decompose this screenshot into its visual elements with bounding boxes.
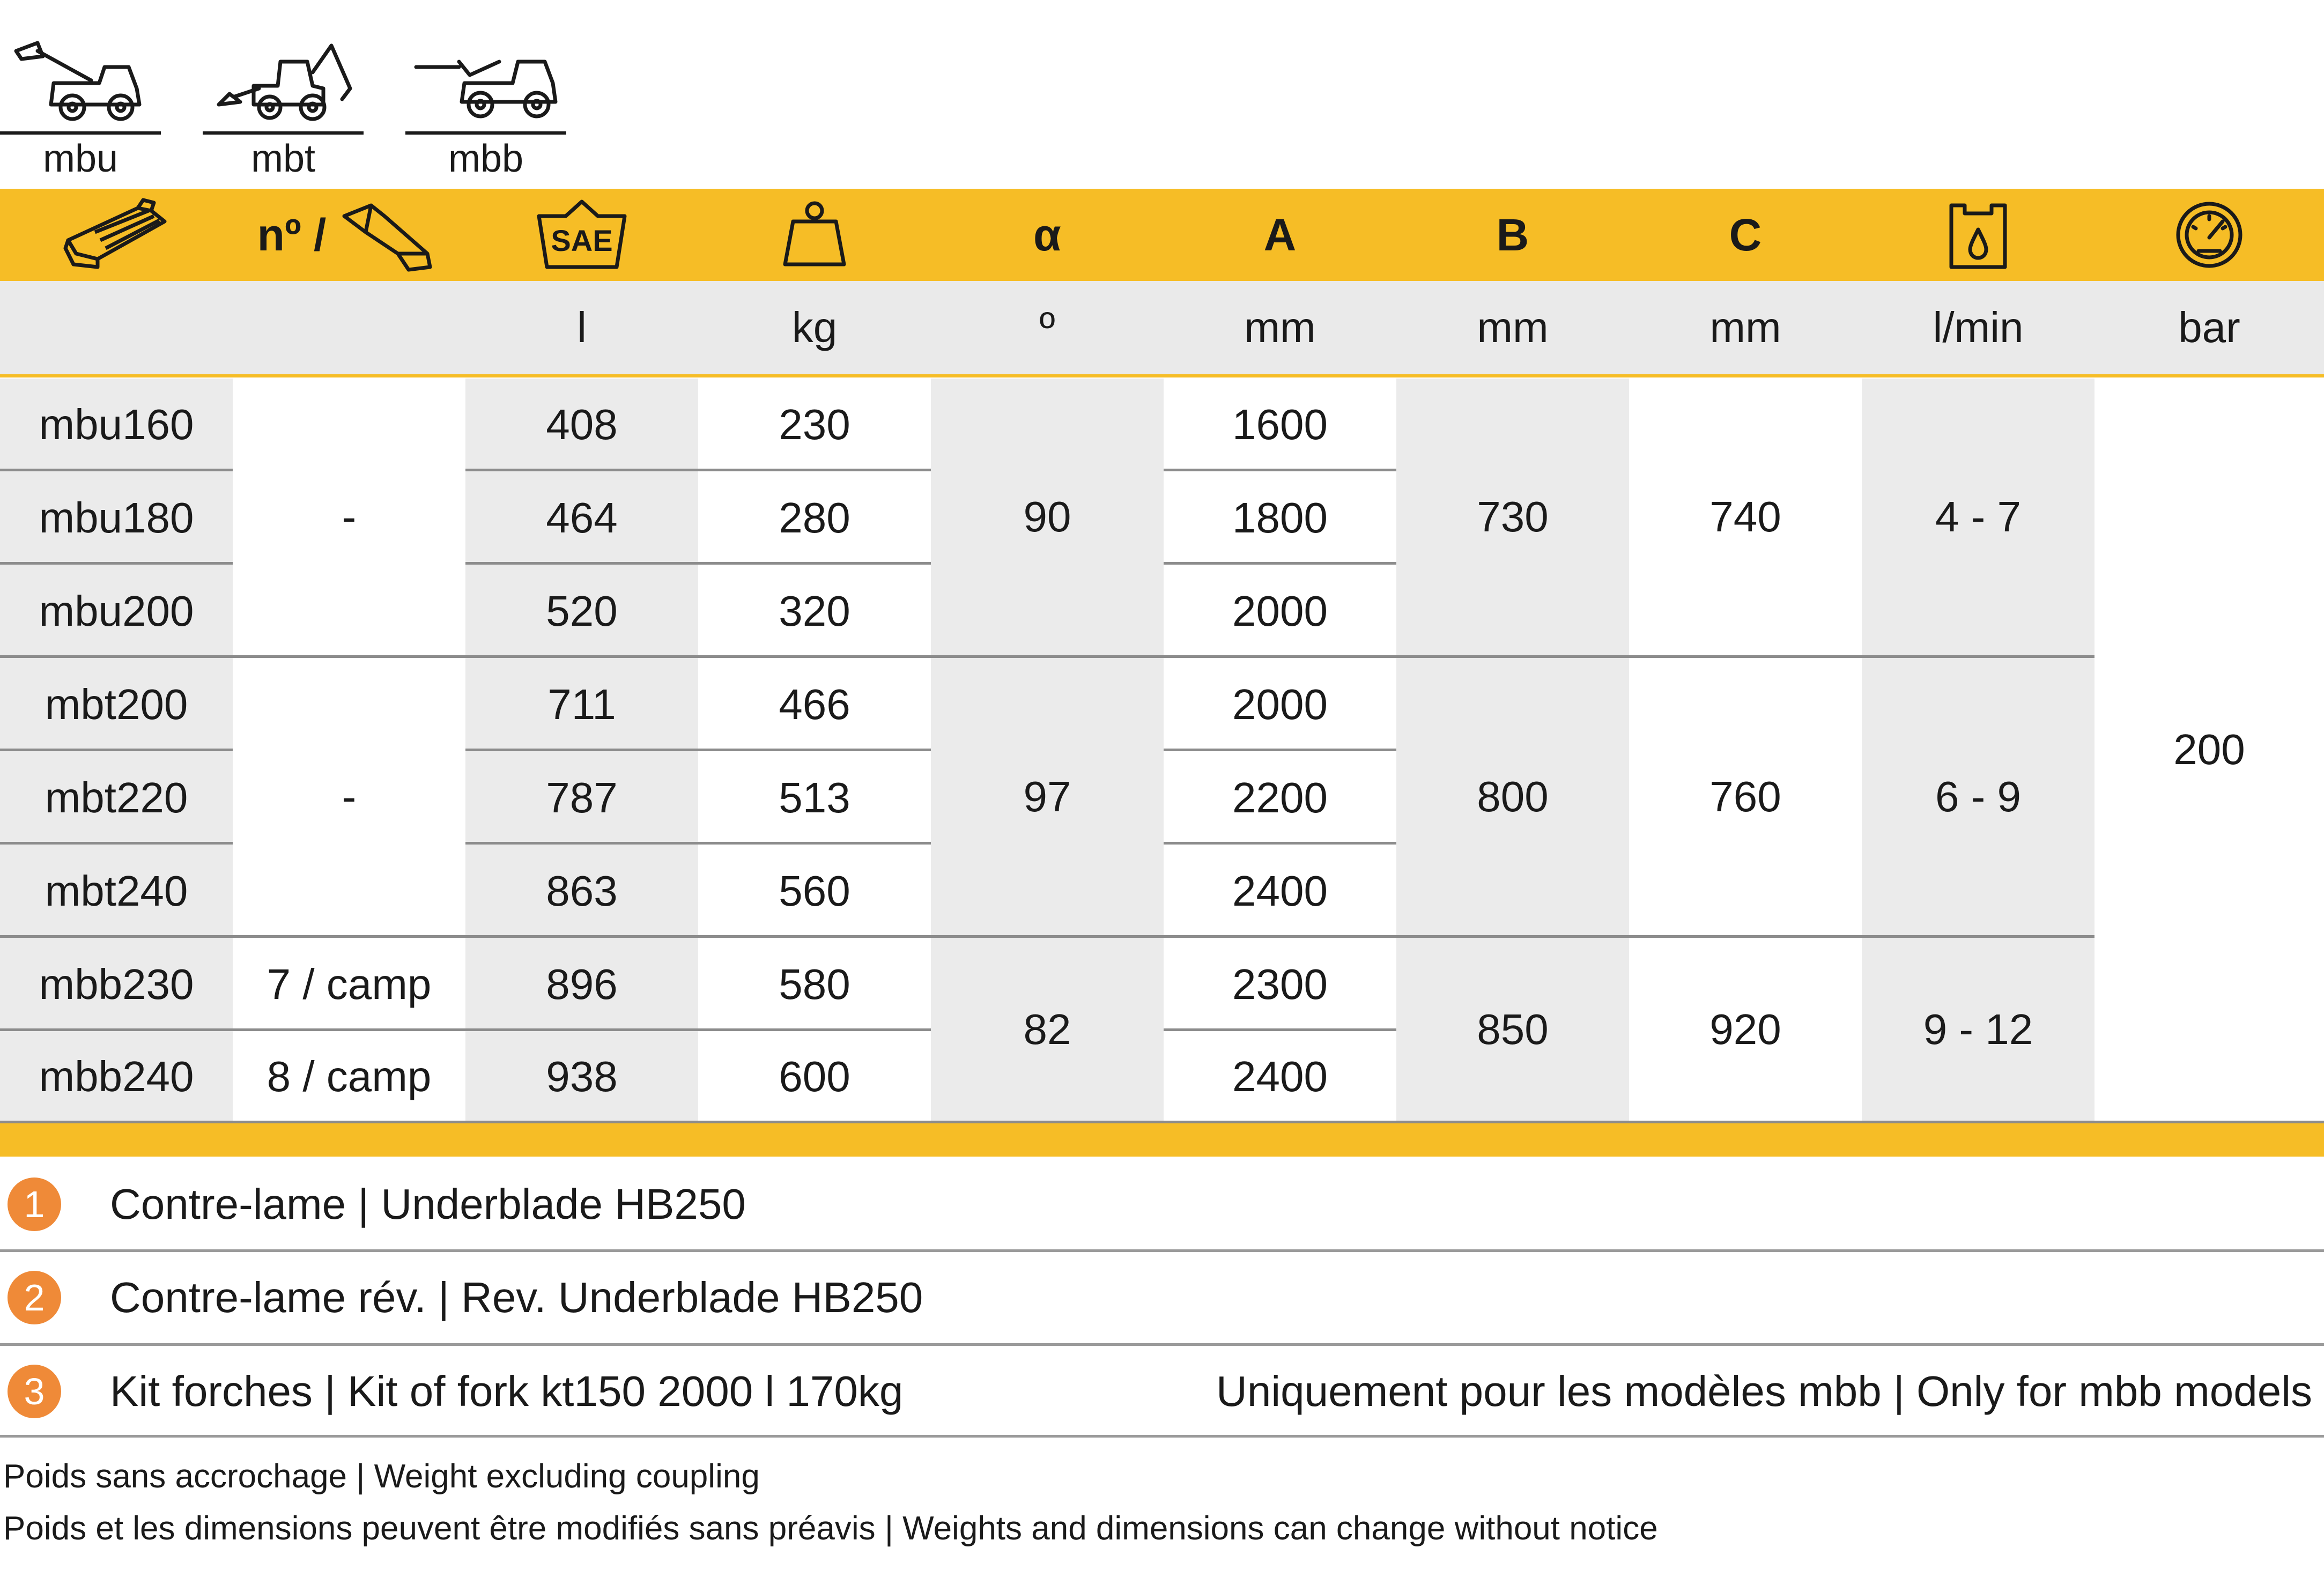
group-divider: [0, 935, 2094, 938]
volume-cell: 520: [546, 587, 618, 635]
unit-dim-c: mm: [1709, 303, 1781, 351]
sae-label: SAE: [551, 224, 613, 257]
weight-cell: 513: [779, 774, 850, 821]
dim-b-cell: 730: [1477, 493, 1549, 540]
model-cell: mbb230: [39, 960, 194, 1008]
volume-cell: 787: [546, 774, 618, 821]
volume-cell: 408: [546, 401, 618, 448]
dim-a-cell: 2000: [1232, 680, 1328, 728]
weight-cell: 320: [779, 587, 850, 635]
weight-cell: 466: [779, 680, 850, 728]
header-dim-b: B: [1496, 209, 1529, 260]
machine-mbt: [203, 29, 364, 185]
option-2-text: Contre-lame rév. | Rev. Underblade HB250: [110, 1273, 923, 1321]
weight-cell: 580: [779, 960, 850, 1008]
dim-c-cell: 740: [1709, 493, 1781, 540]
dim-b-cell: 800: [1477, 773, 1549, 820]
backhoe-loader-icon: [208, 29, 358, 126]
flow-cell: 9 - 12: [1923, 1005, 2033, 1053]
header-dim-a: A: [1263, 209, 1297, 260]
model-cell: mbu200: [39, 587, 194, 635]
weight-cell: 230: [779, 401, 850, 448]
dim-a-cell: 1600: [1232, 401, 1328, 448]
option-3-note: Uniquement pour les modèles mbb | Only for mbb models: [1216, 1367, 2312, 1415]
header-model: [0, 189, 233, 281]
unit-weight: kg: [791, 303, 838, 351]
volume-cell: 938: [546, 1053, 618, 1100]
unit-angle: º: [1039, 303, 1055, 351]
option-divider: [0, 1435, 2324, 1438]
header-angle: α: [1033, 209, 1061, 260]
header-pressure: [2094, 189, 2324, 281]
blade-icon: [334, 195, 441, 275]
blade-cell: 7 / camp: [267, 960, 432, 1008]
machine-underline: [203, 131, 364, 135]
header-flow: [1862, 189, 2094, 281]
volume-cell: 896: [546, 960, 618, 1008]
footnote-changes: Poids et les dimensions peuvent être modifiés sans préavis | Weights and dimensions can change without notice: [3, 1510, 1658, 1547]
header-weight: [698, 189, 931, 281]
unit-dim-b: mm: [1477, 303, 1549, 351]
unit-volume: l: [577, 303, 587, 351]
option-divider: [0, 1343, 2324, 1346]
blade-number-label: nº /: [257, 209, 327, 260]
machine-label: mbu: [42, 137, 119, 180]
option-number-badge: 2: [8, 1271, 61, 1324]
dim-a-cell: 2300: [1232, 960, 1328, 1008]
dim-a-cell: 2400: [1232, 867, 1328, 915]
blade-cell: -: [342, 773, 357, 820]
header-blade: [233, 189, 465, 281]
telescopic-loader-icon: [411, 29, 561, 126]
weight-icon: [777, 197, 852, 272]
dim-a-cell: 2200: [1232, 774, 1328, 821]
model-cell: mbt240: [45, 867, 188, 915]
weight-cell: 600: [779, 1053, 850, 1100]
unit-dim-a: mm: [1244, 303, 1316, 351]
dim-c-cell: 920: [1709, 1005, 1781, 1053]
model-cell: mbt220: [45, 774, 188, 821]
sae-capacity-icon: [531, 197, 633, 272]
sweeper-bucket-icon: [57, 195, 175, 275]
machine-label: mbt: [250, 137, 316, 180]
telehandler-icon: [5, 29, 156, 126]
volume-cell: 863: [546, 867, 618, 915]
option-divider: [0, 1249, 2324, 1252]
volume-cell: 711: [547, 680, 616, 728]
weight-cell: 560: [779, 867, 850, 915]
dim-a-cell: 2000: [1232, 587, 1328, 635]
dim-a-cell: 2400: [1232, 1053, 1328, 1100]
blade-cell: -: [342, 493, 357, 540]
footer-band: [0, 1123, 2324, 1157]
oil-flow-icon: [1941, 195, 2016, 275]
machine-mbu: [0, 29, 161, 185]
weight-cell: 280: [779, 494, 850, 542]
option-number-badge: 1: [8, 1178, 61, 1231]
machine-underline: [0, 131, 161, 135]
unit-flow: l/min: [1933, 303, 2024, 351]
flow-cell: 4 - 7: [1935, 493, 2022, 540]
angle-cell: 90: [1023, 493, 1071, 540]
angle-cell: 97: [1023, 773, 1071, 820]
header-separator: [0, 374, 2324, 377]
dim-a-cell: 1800: [1232, 494, 1328, 542]
header-capacity: [465, 189, 698, 281]
option-3-text: Kit forches | Kit of fork kt150 2000 l 170kg: [110, 1367, 904, 1415]
group-divider: [0, 655, 2094, 658]
pressure-cell: 200: [2173, 725, 2245, 773]
machine-underline: [405, 131, 566, 135]
unit-pressure: bar: [2178, 303, 2240, 351]
model-cell: mbu160: [39, 401, 194, 448]
machine-label: mbb: [448, 137, 524, 180]
angle-cell: 82: [1023, 1005, 1071, 1053]
option-1-text: Contre-lame | Underblade HB250: [110, 1180, 746, 1228]
flow-cell: 6 - 9: [1935, 773, 2022, 820]
option-number-badge: 3: [8, 1365, 61, 1418]
model-cell: mbb240: [39, 1053, 194, 1100]
blade-cell: 8 / camp: [267, 1053, 432, 1100]
dim-c-cell: 760: [1709, 773, 1781, 820]
dim-b-cell: 850: [1477, 1005, 1549, 1053]
model-cell: mbu180: [39, 494, 194, 542]
header-dim-c: C: [1729, 209, 1762, 260]
machine-mbb: [405, 29, 566, 185]
volume-cell: 464: [546, 494, 618, 542]
pressure-gauge-icon: [2172, 197, 2247, 272]
footnote-weight: Poids sans accrochage | Weight excluding coupling: [3, 1458, 760, 1495]
model-cell: mbt200: [45, 680, 188, 728]
